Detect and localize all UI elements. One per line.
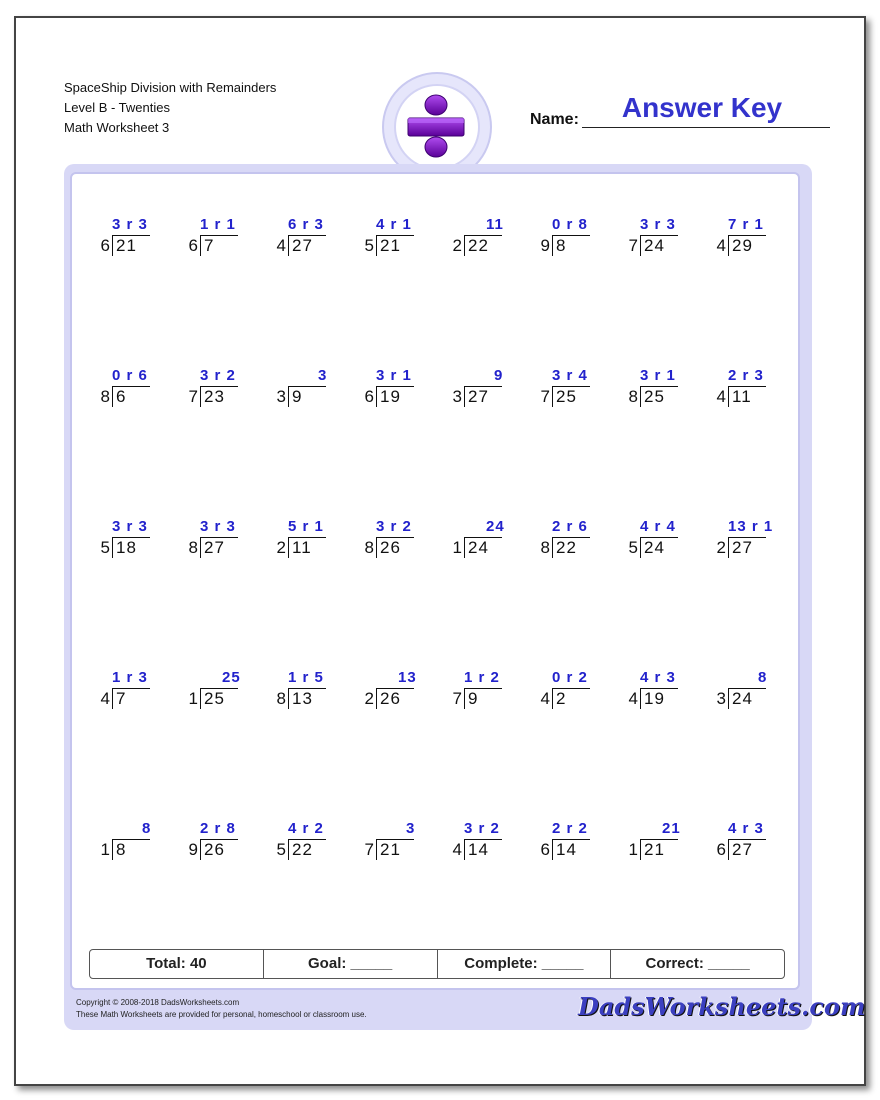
- worksheet-title: SpaceShip Division with Remainders: [64, 80, 277, 95]
- dividend: 14: [464, 839, 502, 860]
- dividend: 22: [288, 839, 326, 860]
- division-problem: [714, 669, 804, 719]
- quotient-answer: 13 r 1: [728, 518, 774, 535]
- quotient-answer: 4 r 1: [376, 216, 412, 233]
- answer-key-label: Answer Key: [621, 92, 783, 123]
- quotient-answer: 1 r 1: [200, 216, 236, 233]
- division-problem: [186, 216, 276, 266]
- division-problem: [98, 820, 188, 870]
- divisor: 6: [364, 387, 374, 406]
- quotient-answer: 11: [486, 216, 504, 233]
- dividend: 19: [376, 386, 414, 407]
- division-problem: [450, 216, 540, 266]
- name-underline: [582, 127, 830, 128]
- quotient-answer: 3 r 4: [552, 367, 588, 384]
- divisor: 1: [452, 538, 462, 557]
- division-problem: [450, 669, 540, 719]
- quotient-answer: 3 r 1: [640, 367, 676, 384]
- divisor: 9: [540, 236, 550, 255]
- dividend: 22: [464, 235, 502, 256]
- quotient-answer: 0 r 2: [552, 669, 588, 686]
- totals-bar: [89, 949, 785, 979]
- divisor: 5: [364, 236, 374, 255]
- divisor: 3: [276, 387, 286, 406]
- quotient-answer: 1 r 2: [464, 669, 500, 686]
- dividend: 21: [376, 235, 414, 256]
- divisor: 7: [628, 236, 638, 255]
- quotient-answer: 3 r 3: [112, 216, 148, 233]
- divisor: 4: [716, 236, 726, 255]
- dividend: 24: [640, 235, 678, 256]
- divisor: 4: [540, 689, 550, 708]
- divisor: 6: [100, 236, 110, 255]
- dividend: 11: [728, 386, 766, 407]
- division-problem: [362, 216, 452, 266]
- dividend: 23: [200, 386, 238, 407]
- divisor: 9: [188, 840, 198, 859]
- divisor: 7: [540, 387, 550, 406]
- divisor: 4: [716, 387, 726, 406]
- dividend: 8: [112, 839, 150, 860]
- quotient-answer: 24: [486, 518, 505, 535]
- dividend: 9: [464, 688, 502, 709]
- division-problem: [538, 367, 628, 417]
- quotient-answer: 3: [406, 820, 416, 837]
- division-problem: [538, 669, 628, 719]
- copyright-text: Copyright © 2008-2018 DadsWorksheets.com: [76, 998, 240, 1007]
- divisor: 4: [276, 236, 286, 255]
- division-problem: [274, 820, 364, 870]
- dividend: 29: [728, 235, 766, 256]
- divisor: 7: [452, 689, 462, 708]
- divisor: 5: [100, 538, 110, 557]
- divisor: 1: [100, 840, 110, 859]
- division-problem: [626, 820, 716, 870]
- dividend: 21: [640, 839, 678, 860]
- division-problem: [98, 518, 188, 568]
- correct-field: Correct: _____: [645, 955, 750, 972]
- quotient-answer: 25: [222, 669, 241, 686]
- dividend: 27: [728, 839, 766, 860]
- quotient-answer: 5 r 1: [288, 518, 324, 535]
- worksheet-level: Level B - Twenties: [64, 100, 170, 115]
- quotient-answer: 3 r 2: [376, 518, 412, 535]
- dividend: 7: [112, 688, 150, 709]
- divisor: 7: [364, 840, 374, 859]
- quotient-answer: 3 r 3: [200, 518, 236, 535]
- dividend: 21: [376, 839, 414, 860]
- quotient-answer: 3 r 3: [112, 518, 148, 535]
- division-problem: [626, 367, 716, 417]
- dividend: 25: [640, 386, 678, 407]
- division-problem: [186, 669, 276, 719]
- division-problem: [538, 820, 628, 870]
- divisor: 6: [716, 840, 726, 859]
- dividend: 27: [200, 537, 238, 558]
- divisor: 8: [628, 387, 638, 406]
- quotient-answer: 4 r 3: [640, 669, 676, 686]
- quotient-answer: 2 r 2: [552, 820, 588, 837]
- division-problem: [274, 669, 364, 719]
- division-problem: [450, 820, 540, 870]
- usage-notice: These Math Worksheets are provided for personal, homeschool or classroom use.: [76, 1010, 367, 1019]
- quotient-answer: 1 r 3: [112, 669, 148, 686]
- goal-field: Goal: _____: [264, 950, 438, 978]
- dividend: 19: [640, 688, 678, 709]
- problems-frame: [64, 164, 812, 1030]
- dividend: 21: [112, 235, 150, 256]
- footer-text: [76, 997, 367, 1021]
- quotient-answer: 7 r 1: [728, 216, 764, 233]
- divisor: 8: [276, 689, 286, 708]
- division-problem: [186, 820, 276, 870]
- dividend: 27: [288, 235, 326, 256]
- divisor: 8: [540, 538, 550, 557]
- division-problem: [450, 518, 540, 568]
- complete-field: Complete: _____: [438, 950, 612, 978]
- divisor: 5: [276, 840, 286, 859]
- worksheet-title-block: [64, 78, 276, 138]
- dividend: 26: [376, 537, 414, 558]
- quotient-answer: 3 r 2: [464, 820, 500, 837]
- dividend: 13: [288, 688, 326, 709]
- quotient-answer: 2 r 8: [200, 820, 236, 837]
- division-problem: [714, 216, 804, 266]
- division-problem: [274, 367, 364, 417]
- division-problem: [538, 216, 628, 266]
- division-problem: [626, 669, 716, 719]
- quotient-answer: 8: [142, 820, 152, 837]
- division-problem: [626, 518, 716, 568]
- dividend: 25: [552, 386, 590, 407]
- divisor: 8: [100, 387, 110, 406]
- dividend: 26: [200, 839, 238, 860]
- quotient-answer: 6 r 3: [288, 216, 324, 233]
- division-problem: [186, 367, 276, 417]
- divisor: 8: [364, 538, 374, 557]
- quotient-answer: 13: [398, 669, 417, 686]
- dividend: 27: [728, 537, 766, 558]
- quotient-answer: 1 r 5: [288, 669, 324, 686]
- dividend: 11: [288, 537, 326, 558]
- quotient-answer: 9: [494, 367, 504, 384]
- quotient-answer: 0 r 6: [112, 367, 148, 384]
- dividend: 14: [552, 839, 590, 860]
- division-problem: [538, 518, 628, 568]
- dividend: 22: [552, 537, 590, 558]
- divisor: 5: [628, 538, 638, 557]
- division-problem: [98, 367, 188, 417]
- quotient-answer: 4 r 3: [728, 820, 764, 837]
- divisor: 3: [452, 387, 462, 406]
- quotient-answer: 4 r 2: [288, 820, 324, 837]
- divisor: 4: [452, 840, 462, 859]
- divisor: 1: [628, 840, 638, 859]
- division-problem: [362, 820, 452, 870]
- divisor: 2: [276, 538, 286, 557]
- quotient-answer: 3 r 2: [200, 367, 236, 384]
- worksheet-number: Math Worksheet 3: [64, 120, 170, 135]
- name-label: Name:: [530, 111, 579, 128]
- dividend: 26: [376, 688, 414, 709]
- quotient-answer: 2 r 3: [728, 367, 764, 384]
- divisor: 8: [188, 538, 198, 557]
- quotient-answer: 3 r 1: [376, 367, 412, 384]
- divisor: 2: [364, 689, 374, 708]
- division-problem: [714, 367, 804, 417]
- dividend: 24: [640, 537, 678, 558]
- dividend: 27: [464, 386, 502, 407]
- total-count: Total: 40: [90, 950, 264, 978]
- dividend: 24: [728, 688, 766, 709]
- division-problem: [362, 518, 452, 568]
- divisor: 2: [716, 538, 726, 557]
- dividend: 6: [112, 386, 150, 407]
- dividend: 2: [552, 688, 590, 709]
- quotient-answer: 2 r 6: [552, 518, 588, 535]
- brand-logo: DadsWorksheets.com: [578, 992, 866, 1021]
- quotient-answer: 3: [318, 367, 328, 384]
- division-problem: [362, 669, 452, 719]
- quotient-answer: 8: [758, 669, 768, 686]
- divisor: 4: [100, 689, 110, 708]
- dividend: 7: [200, 235, 238, 256]
- division-problem: [274, 216, 364, 266]
- division-problem: [450, 367, 540, 417]
- division-problem: [98, 216, 188, 266]
- quotient-answer: 0 r 8: [552, 216, 588, 233]
- divisor: 6: [188, 236, 198, 255]
- quotient-answer: 4 r 4: [640, 518, 676, 535]
- division-problem: [98, 669, 188, 719]
- dividend: 24: [464, 537, 502, 558]
- divisor: 3: [716, 689, 726, 708]
- dividend: 9: [288, 386, 326, 407]
- division-problem: [362, 367, 452, 417]
- division-problem: [626, 216, 716, 266]
- divisor: 1: [188, 689, 198, 708]
- quotient-answer: 21: [662, 820, 681, 837]
- dividend: 25: [200, 688, 238, 709]
- divisor: 7: [188, 387, 198, 406]
- divisor: 6: [540, 840, 550, 859]
- division-problem: [714, 518, 804, 568]
- division-problem: [274, 518, 364, 568]
- division-problem: [186, 518, 276, 568]
- quotient-answer: 3 r 3: [640, 216, 676, 233]
- dividend: 18: [112, 537, 150, 558]
- divisor: 4: [628, 689, 638, 708]
- dividend: 8: [552, 235, 590, 256]
- division-problem: [714, 820, 804, 870]
- divisor: 2: [452, 236, 462, 255]
